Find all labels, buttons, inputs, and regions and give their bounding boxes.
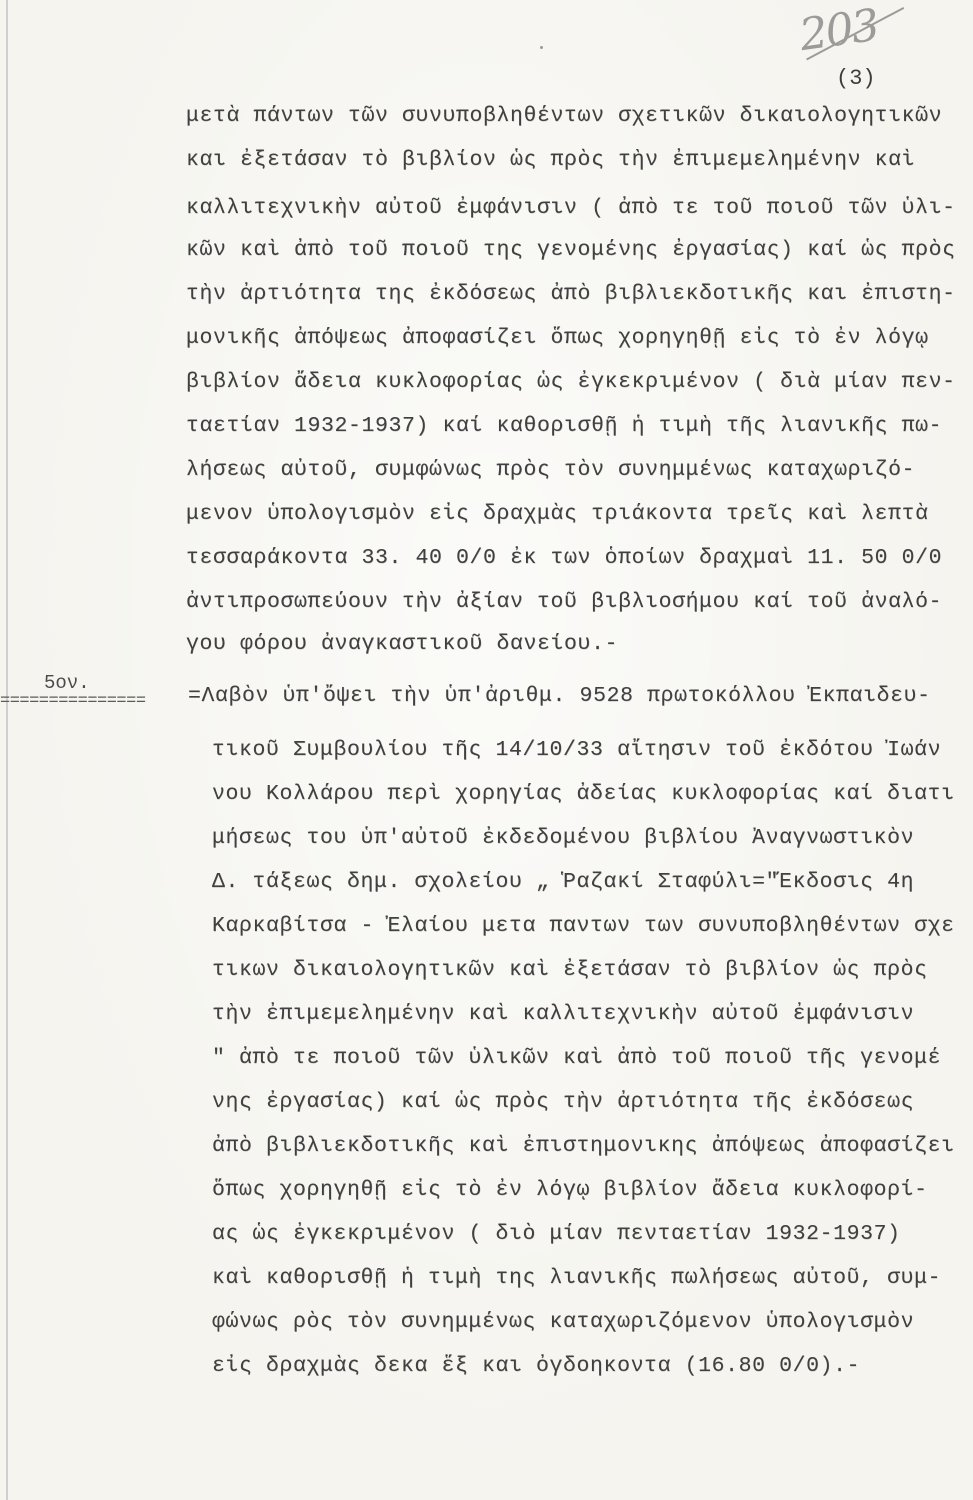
text-line: κῶν καὶ ἀπὸ τοῦ ποιοῦ της γενομένης ἐργασίας) καί ὡς πρὸς — [186, 238, 956, 262]
text-line: Καρκαβίτσα - Ἐλαίου μετα παντων των συνυποβληθέντων σχε — [212, 914, 955, 938]
text-line: μετὰ πάντων τῶν συνυποβληθέντων σχετικῶν δικαιολογητικῶν — [186, 104, 943, 128]
ink-dot — [540, 46, 543, 49]
text-line: φώνως ρὸς τὸν συνημμένως καταχωριζόμενον ὑπολογισμὸν — [212, 1310, 915, 1334]
text-line: τικων δικαιολογητικῶν καὶ ἐξετάσαν τὸ βιβλίον ὡς πρὸς — [212, 958, 928, 982]
folio-number: 203 — [796, 0, 923, 70]
text-line: μενον ὑπολογισμὸν εἰς δραχμὰς τριάκοντα τρεῖς καὶ λεπτὰ — [186, 502, 929, 526]
text-line: ἀπὸ βιβλιεκδοτικῆς καὶ ἐπιστημονικης ἀπόψεως ἀποφασίζει — [212, 1134, 955, 1158]
page-number: (3) — [836, 66, 876, 91]
text-line: νου Κολλάρου περὶ χορηγίας ἀδείας κυκλοφορίας καί διατι — [212, 782, 955, 806]
text-line: και ἐξετάσαν τὸ βιβλίον ὡς πρὸς τὴν ἐπιμεμελημένην καὶ — [186, 148, 916, 172]
text-line: λήσεως αὐτοῦ, συμφώνως πρὸς τὸν συνημμένως καταχωριζό- — [186, 458, 916, 482]
text-line: νης ἐργασίας) καί ὡς πρὸς τὴν ἀρτιότητα τῆς ἐκδόσεως — [212, 1090, 915, 1114]
text-line: " ἀπὸ τε ποιοῦ τῶν ὑλικῶν καὶ ἀπὸ τοῦ ποιοῦ τῆς γενομέ — [212, 1046, 942, 1070]
text-line: βιβλίον ἄδεια κυκλοφορίας ὡς ἐγκεκριμένον ( διὰ μίαν πεν- — [186, 370, 956, 394]
text-line: καὶ καθορισθῇ ἡ τιμὴ της λιανικῆς πωλήσεως αὐτοῦ, συμ- — [212, 1266, 942, 1290]
text-line: μήσεως του ὑπ'αὐτοῦ ἐκδεδομένου βιβλίου Ἀναγνωστικὸν — [212, 826, 915, 850]
text-line: τὴν ἐπιμεμελημένην καὶ καλλιτεχνικὴν αὐτοῦ ἐμφάνισιν — [212, 1002, 915, 1026]
section-5-label: 5ον. — [44, 672, 90, 694]
text-line: ὅπως χορηγηθῇ εἰς τὸ ἐν λόγῳ βιβλίον ἄδεια κυκλοφορί- — [212, 1178, 928, 1202]
text-line: τεσσαράκοντα 33. 40 0/0 ἐκ των ὁποίων δραχμαὶ 11. 50 0/0 — [186, 546, 943, 570]
text-line: εἰς δραχμὰς δεκα ἕξ και ὀγδοηκοντα (16.80 0/0).- — [212, 1354, 861, 1378]
text-line: ας ὡς ἐγκεκριμένον ( διὸ μίαν πενταετίαν 1932-1937) — [212, 1222, 901, 1246]
text-line: μονικῆς ἀπόψεως ἀποφασίζει ὅπως χορηγηθῇ εἰς τὸ ἐν λόγῳ — [186, 326, 929, 350]
text-line: τὴν ἀρτιότητα της ἐκδόσεως ἀπὸ βιβλιεκδοτικῆς και ἐπιστη- — [186, 282, 956, 306]
text-line: =Λαβὸν ὑπ'ὄψει τὴν ὑπ'ἀριθμ. 9528 πρωτοκόλλου Ἐκπαιδευ- — [188, 684, 931, 708]
text-line: γου φόρου ἀναγκαστικοῦ δανείου.- — [186, 632, 619, 656]
text-line: καλλιτεχνικὴν αὐτοῦ ἐμφάνισιν ( ἀπὸ τε τοῦ ποιοῦ τῶν ὑλι- — [186, 196, 956, 220]
text-line: ταετίαν 1932-1937) καί καθορισθῇ ἡ τιμὴ τῆς λιανικῆς πω- — [186, 414, 943, 438]
text-line: Δ. τάξεως δημ. σχολείου „ Ῥαζακί Σταφύλι="Ἔκδοσις 4η — [212, 870, 915, 894]
margin-rule: =============== — [0, 692, 146, 711]
binding-edge — [6, 0, 8, 1500]
text-line: ἀντιπροσωπεύουν τὴν ἀξίαν τοῦ βιβλιοσήμου καί τοῦ ἀναλό- — [186, 590, 943, 614]
text-line: τικοῦ Συμβουλίου τῆς 14/10/33 αἴτησιν τοῦ ἐκδότου Ἰωάν — [212, 738, 942, 762]
